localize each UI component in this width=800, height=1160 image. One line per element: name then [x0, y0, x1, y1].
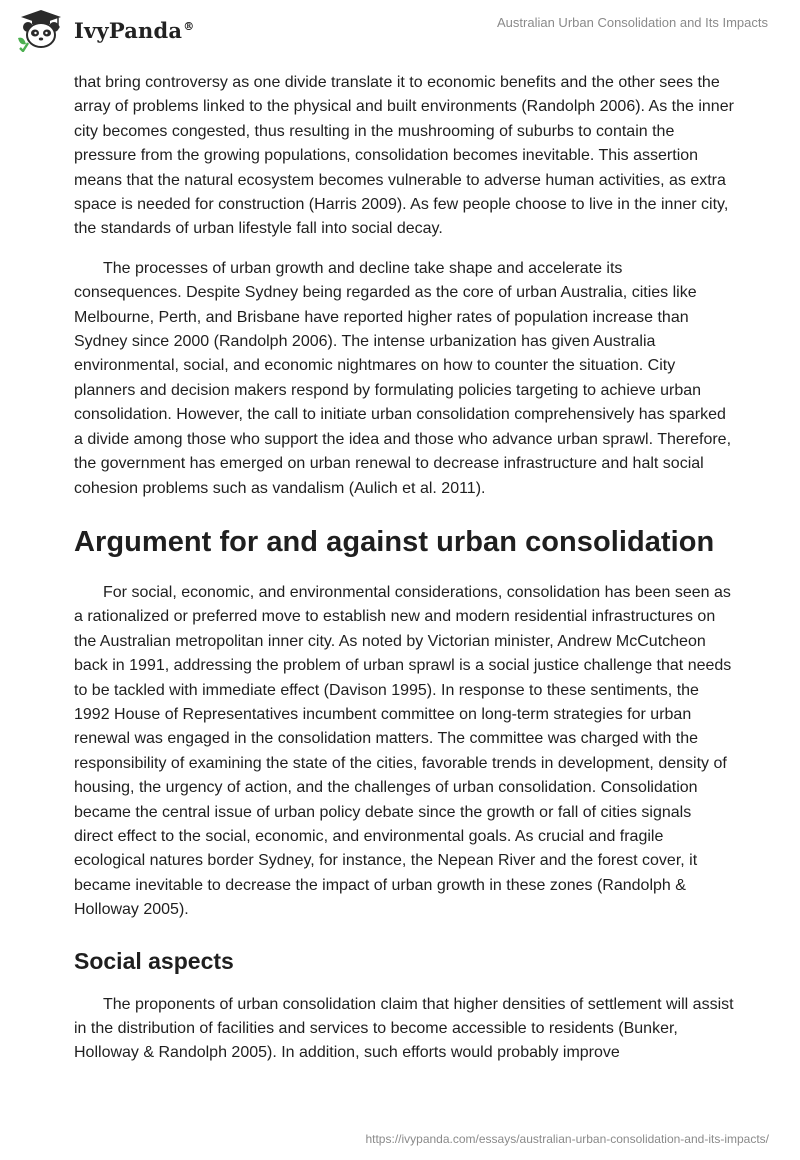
section-heading-social-aspects: Social aspects: [74, 947, 234, 974]
paragraph-1: that bring controversy as one divide translate it to economic benefits and the other sees the array of problems linked to the physical and built environments (Randolph 2006). As the inner city becomes congested, thus resulting in the mushrooming of suburbs to contain the pressure from the growing populations, consolidation becomes inevitable. This assertion means that the natural ecosystem becomes vulnerable to adverse human activities, as extra space is needed for construction (Harris 2009). As few people choose to live in the inner city, the standards of urban lifestyle fall into social decay.: [74, 74, 734, 238]
section-heading-argument: Argument for and against urban consolidation: [74, 525, 715, 558]
ivypanda-logo[interactable]: [14, 8, 194, 52]
document-title: Australian Urban Consolidation and Its Impacts: [497, 15, 768, 30]
panda-mascot-icon: [14, 8, 68, 52]
page-header: [0, 0, 800, 70]
paragraph-2: The processes of urban growth and decline take shape and accelerate its consequences. Despite Sydney being regarded as the core of urban Australia, cities like Melbourne, Perth, and Brisbane have reported higher rates of population increase than Sydney since 2000 (Randolph 2006). The intense urbanization has given Australia environmental, social, and economic nightmares on how to counter the situation. City planners and decision makers respond by formulating policies targeting to achieve urban consolidation. However, the call to initiate urban consolidation comprehensively has sparked a divide among those who support the idea and those who advance urban sprawl. Therefore, the government has emerged on urban renewal to decrease infrastructure and halt social cohesion problems such as vandalism (Aulich et al. 2011).: [74, 259, 732, 497]
paragraph-3: For social, economic, and environmental considerations, consolidation has been seen as a rationalized or preferred move to establish new and modern residential infrastructures on the Australian metropolitan inner city. As noted by Victorian minister, Andrew McCutcheon back in 1991, addressing the problem of urban sprawl is a social justice challenge that needs to be tackled with immediate effect (Davison 1995). In response to these sentiments, the 1992 House of Representatives incumbent committee on long-term strategies for urban renewal was engaged in the consolidation matters. The committee was charged with the responsibility of examining the state of the cities, favorable trends in development, density of housing, the urgency of action, and the challenges of urban consolidation. Consolidation became the central issue of urban policy debate since the growth or fall of cities signals direct effect to the social, economic, and environmental goals. As crucial and fragile ecological natures border Sydney, for instance, the Nepean River and the forest cover, it became inevitable to decrease the impact of urban growth in these zones (Randolph & Holloway 2005).: [74, 583, 732, 919]
source-url[interactable]: https://ivypanda.com/essays/australian-urban-consolidation-and-its-impacts/: [365, 1132, 769, 1146]
essay-content: [74, 71, 734, 1066]
brand-name: IvyPanda®: [74, 17, 195, 43]
paragraph-4: The proponents of urban consolidation claim that higher densities of settlement will assist in the distribution of facilities and services to become accessible to residents (Bunker, Holloway & Randolph 2005). In addition, such efforts would probably improve: [74, 995, 734, 1062]
